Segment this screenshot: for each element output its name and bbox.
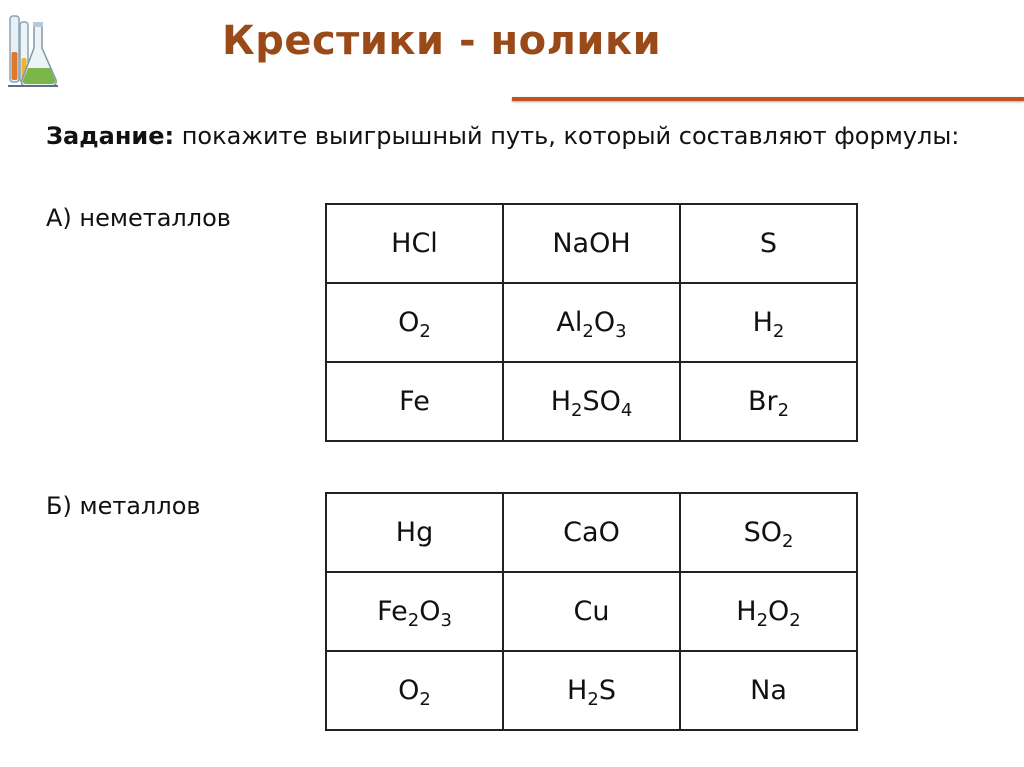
grid-cell-formula[interactable]: Hg xyxy=(326,493,503,572)
tic-tac-toe-grid-nonmetals xyxy=(325,203,858,442)
part-b-label: Б) металлов xyxy=(46,492,201,520)
grid-cell-formula[interactable]: CaO xyxy=(503,493,680,572)
grid-row xyxy=(326,204,857,283)
task-description: покажите выигрышный путь, который составляют формулы: xyxy=(174,122,960,150)
page-title: Крестики - нолики xyxy=(222,18,662,64)
grid-cell-formula[interactable]: $Fe_2O_3$ xyxy=(326,572,503,651)
grid-row xyxy=(326,362,857,441)
grid-cell-formula[interactable]: $H_2O_2$ xyxy=(680,572,857,651)
grid-cell-formula[interactable]: Na xyxy=(680,651,857,730)
part-a-label: А) неметаллов xyxy=(46,204,231,232)
grid-cell-formula[interactable]: $H_2S$ xyxy=(503,651,680,730)
grid-cell-formula[interactable]: S xyxy=(680,204,857,283)
chemistry-flasks-icon xyxy=(4,12,60,92)
grid-row xyxy=(326,493,857,572)
grid-cell-formula[interactable]: HCl xyxy=(326,204,503,283)
task-text xyxy=(46,118,990,154)
task-label: Задание: xyxy=(46,122,175,150)
grid-cell-formula[interactable]: $O_2$ xyxy=(326,283,503,362)
grid-row xyxy=(326,572,857,651)
grid-cell-formula[interactable]: $H_2$ xyxy=(680,283,857,362)
grid-cell-formula[interactable]: $Al_2O_3$ xyxy=(503,283,680,362)
grid-cell-formula[interactable]: $H_2SO_4$ xyxy=(503,362,680,441)
grid-row xyxy=(326,651,857,730)
tic-tac-toe-grid-metals xyxy=(325,492,858,731)
grid-row xyxy=(326,283,857,362)
grid-cell-formula[interactable]: $O_2$ xyxy=(326,651,503,730)
grid-cell-formula[interactable]: $Br_2$ xyxy=(680,362,857,441)
title-underline xyxy=(512,97,1024,101)
grid-cell-formula[interactable]: Cu xyxy=(503,572,680,651)
grid-cell-formula[interactable]: Fe xyxy=(326,362,503,441)
grid-cell-formula[interactable]: NaOH xyxy=(503,204,680,283)
grid-cell-formula[interactable]: $SO_2$ xyxy=(680,493,857,572)
